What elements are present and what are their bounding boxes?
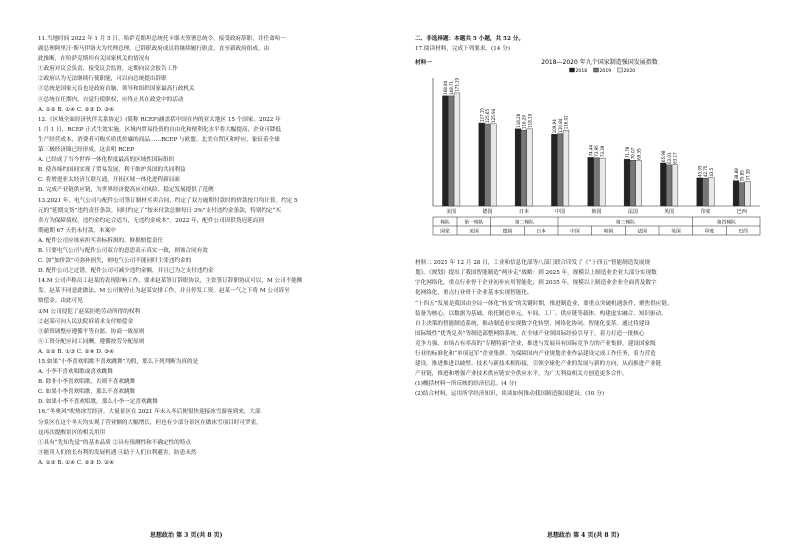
tier-country: 巴西	[738, 229, 748, 235]
x-tick-label: 美国	[446, 209, 457, 216]
bar-韩国-2020	[599, 158, 605, 206]
text-line: A. ①② B. ①④ C. ②③ D. ③④	[38, 106, 115, 113]
data-label: 37.39	[745, 169, 751, 181]
text-line: 化网络化，重点行业骨干企业基本实现智能化。	[415, 290, 533, 297]
text-line: 划》。《规划》提出了我国智能制造“两步走”战略：到 2025 年，规模以上制造业企业大部分实现数	[415, 270, 657, 277]
bar-巴西-2019	[739, 183, 745, 206]
data-label: 38.88	[733, 168, 739, 180]
data-label: 63.17	[672, 152, 678, 164]
bar-日本-2018	[515, 129, 521, 206]
data-label: 118.19	[527, 114, 533, 129]
tier-label: 第四梯队	[716, 220, 736, 226]
bar-英国-2018	[660, 163, 666, 206]
legend-swatch-2019	[594, 68, 599, 72]
text-line: 自主决策的智能制造系统，推动制造业实现数字化转型、网络化协同、智能化变革。通过将建设	[415, 320, 650, 327]
bar-印度-2019	[703, 178, 709, 206]
x-tick-label: 巴西	[736, 209, 747, 216]
tier-header-label: 梯队	[440, 220, 450, 226]
text-line: 材料二 2021 年 12 月 28 日，工业和信息化部等八部门联合印发了《“十四五”智能制造发展规	[415, 260, 651, 267]
x-tick-label: 日本	[518, 209, 529, 216]
tier-label: 第三梯队	[615, 220, 635, 226]
text-line: A. ①② B. ①③ C. ②④ D. ③④	[38, 348, 115, 355]
text-line: C. 将增进亚太经济互联互通，开拓区域一体化进程新局面	[38, 177, 180, 184]
legend-label: 2018	[575, 69, 588, 75]
legend-swatch-2020	[618, 68, 623, 72]
x-tick-label: 德国	[482, 209, 493, 216]
bar-美国-2018	[442, 96, 448, 206]
text-line: (1)概括材料一所反映的经济信息。(4 分)	[415, 381, 517, 388]
bar-中国-2019	[557, 134, 563, 206]
text-line: 期逾期 67 天仍未付款。本案中	[38, 227, 116, 234]
data-label: 73.95	[594, 145, 600, 157]
right-page	[397, 0, 794, 547]
bar-巴西-2018	[733, 181, 739, 206]
text-line: (2)结合材料，运用所学经济知识，谈谈如何推动我国制造强国建设。(10 分)	[415, 391, 604, 398]
text-line: 生产经营成本，消费者可购买质优价廉的商品……RCEP 与欧盟、北美自贸区和呼应，象征着全球	[38, 136, 280, 143]
text-line: ②政府认为无法继续行使职能，可以向总统提出辞职	[38, 76, 167, 83]
text-line: B. 除非小李喜欢唱歌，否则不喜欢跳舞	[38, 379, 136, 386]
bar-印度-2018	[697, 178, 703, 206]
text-line: ①具有“先知先觉”的基本品质 ②具有预测性和不确定性的特点	[38, 439, 191, 446]
x-tick-label: 印度	[700, 209, 711, 216]
text-line: 12.《区域全面经济伙伴关系协定》(简称 RCEP)涵盖括中国在内的亚太地区 15 个国家。2022 年	[38, 116, 281, 123]
right-page-footer: 思想政治 第 4 页(共 8 页)	[547, 532, 620, 539]
tier-country: 英国	[671, 229, 681, 235]
bar-法国-2019	[630, 160, 636, 206]
text-line: ③薪资调整应遵循平等自愿、协商一致原则	[38, 328, 145, 335]
x-tick-label: 中国	[555, 209, 566, 216]
bar-中国-2018	[551, 134, 557, 206]
data-label: 63.03	[666, 152, 672, 165]
data-label: 173.19	[454, 78, 460, 93]
bar-英国-2020	[672, 165, 678, 206]
tier-row-label: 国家	[440, 229, 450, 235]
bar-德国-2019	[485, 124, 491, 206]
text-line: 卖方为保障债权，违约金约定合适当，无违约金成本”。2022 年，配件公司因供货迟延而到	[38, 217, 264, 224]
data-label: 127.15	[479, 108, 485, 123]
text-line: 16.“冬奥风”吹热冰雪经济。大量景区在 2021 年末入冬后便很快迎接冰雪游客到来，大部	[38, 409, 261, 416]
text-line: 此推断，在哈萨克斯坦有关国家机关的情况有	[38, 56, 150, 63]
text-line: 15.如果“小李喜欢唱歌不喜欢跳舞”为假，那么下列判断为真的是	[38, 359, 199, 365]
material-two-text	[415, 258, 764, 399]
material-one	[415, 56, 764, 256]
text-line: 1 月 1 日，RCEP 正式生效实施。区域内贸易投资的自由化和便利化水平将大幅提高，企业可降低	[38, 126, 282, 133]
legend-label: 2020	[623, 69, 636, 75]
section-title: 二、非选择题：本题共 5 小题，共 52 分。	[415, 36, 524, 42]
text-line: 产业链，推进和增强产业技术供应链安全供应水平，为广大利益相关方创造更多合作。	[415, 371, 628, 378]
manufacturing-index-chart	[415, 56, 764, 252]
tier-country: 德国	[502, 229, 513, 235]
data-label: 125.94	[491, 108, 497, 123]
legend-label: 2019	[599, 69, 612, 75]
legend-swatch-2018	[570, 68, 575, 72]
data-label: 116.02	[563, 115, 569, 130]
x-tick-label: 法国	[627, 209, 638, 216]
chart-title: 2018—2020 年九个国家制造强国发展指数	[541, 59, 658, 67]
text-line: A. ①③ B. ①④ C. ②③ D. ②④	[38, 459, 115, 466]
text-line: 11.当地时间 2022 年 1 月 5 日，哈萨克斯坦总统托卡耶夫签署总统令，接受政府辞职，并任命哈一	[38, 36, 286, 42]
text-line: 14.M 公司声称员工赵某的表现影响工作，要求赵某签订辞职协议，主张签订辞职协议可以，M 公司不能额	[38, 278, 303, 285]
text-line: D. 完成产业链供应链，为世界经济提高应对风险、稳定发展提供了范例	[38, 187, 214, 194]
tier-country: 美国	[469, 229, 479, 235]
text-line: 国际级性“优秀兑卖”等制造部整网络系统。在全球产业领国际经验引导于，着力打造一批核心	[415, 330, 645, 337]
bar-巴西-2020	[745, 182, 751, 206]
bar-日本-2019	[521, 130, 527, 206]
text-line: 装备为核心，以数据为基础，依托制造单元、车间、工厂、供应链等载体，构建虚实融合、知识驱动、	[415, 310, 667, 317]
data-label: 69.35	[636, 148, 642, 160]
bar-中国-2020	[563, 130, 569, 206]
data-label: 43.5	[709, 167, 715, 177]
left-page-text	[38, 34, 387, 468]
text-line: ③总统是国家元首也是政府首脑，领导和组织国家最高行政机关	[38, 86, 195, 93]
text-line: ④总统在任期内，自觉行使职权，应终止其在政党中的活动	[38, 96, 184, 103]
data-label: 118.28	[515, 113, 521, 128]
text-line: A. 配件公司应该承担买卖标拆损的、修损赔偿责任	[38, 237, 164, 244]
data-label: 125.65	[485, 109, 491, 124]
tier-label: 第二梯队	[514, 220, 534, 226]
bar-韩国-2019	[594, 158, 600, 206]
data-label: 35.85	[739, 170, 745, 182]
text-line: 发。赵某不同意此做法，M 公司便停止为赵某安排工作，并且停发工资。赵某一气之下将 M 公司诉至	[38, 288, 290, 295]
x-tick-label: 英国	[664, 209, 675, 216]
text-line: ①M 公司侵犯了赵某拒绝劳动所得的权利	[38, 308, 141, 315]
material-one-label: 材料一	[415, 60, 432, 67]
data-label: 65.98	[661, 150, 667, 163]
tier-country: 中国	[570, 229, 580, 235]
text-line: 这再次提醒景区的相关用用	[38, 429, 106, 436]
text-line: D. 配件公司之过错，配件公司可减少违约金额，并且已为之支付违约金	[38, 268, 214, 275]
data-label: 168.71	[448, 81, 454, 96]
text-line: 竞争力强、市场占有率高的“专精特新”企业，推进与发展具有国际竞争力的产业集群，建设国家级	[415, 340, 656, 347]
text-line: ③能用人们的长有利的发展机遇 ④助于人们自利避害，防患未然	[38, 449, 197, 456]
bar-日本-2020	[527, 129, 533, 206]
bar-法国-2018	[624, 159, 630, 206]
text-line: A. 已经成了当今世界一体化程度最高的区域性国际组织	[38, 157, 175, 164]
bar-韩国-2018	[588, 158, 594, 207]
text-line: “十四五”发展是我国由全局一体化“转变”的关键时期，推进制造业，要重点突破机遇条件，聚焦供应链、	[415, 300, 673, 307]
left-page-footer: 思想政治 第 3 页(共 8 页)	[150, 532, 223, 539]
text-line: D. 如果小李不喜欢唱歌，那么小李一定喜欢跳舞	[38, 399, 158, 406]
text-line: 行业的标准化和“单项冠军”企业集群。为保障国内产业规划企业作品建设完成工作任务，着力营造	[415, 351, 656, 358]
text-line: B. 使各缔约国间实现了贸易发展，利于维护各国的共同利益	[38, 167, 186, 174]
text-line: 元的“延期交货”违约责任条款。同时约定了“按未付款总额每日 3%”支付违约金条款，特别约定“买	[38, 207, 282, 214]
data-label: 70.07	[630, 148, 636, 160]
text-line: 赔偿金。由此可见	[38, 298, 83, 305]
text-line: C. 如果小李喜欢唱歌，那么不喜欢跳舞	[38, 389, 136, 396]
x-tick-label: 韩国	[591, 209, 602, 216]
data-label: 43.05	[697, 165, 703, 178]
tier-country: 印度	[704, 229, 715, 235]
data-label: 74.44	[588, 145, 594, 157]
tier-country: 法国	[637, 229, 647, 235]
bar-印度-2020	[708, 178, 714, 206]
text-line: A. 小李不喜欢唱歌或喜欢跳舞	[38, 369, 113, 376]
bar-美国-2020	[454, 93, 460, 206]
tier-country: 韩国	[603, 229, 614, 235]
tier-label: 第一梯队	[464, 220, 484, 226]
text-line: 第三极经济圈已经形成。这表明 RCEP	[38, 147, 135, 154]
text-line: 13.2021 年，电气公司与配件公司签订制材买卖合同，约定了双方逾期付款时的价款按月均计算。约定 5	[38, 197, 298, 204]
text-line: 副总理阿里汗·斯马伊洛夫为代理总理。已辞职政府成员将继续履行职责，直至新政府组成。由	[38, 46, 270, 53]
data-label: 73.39	[600, 145, 606, 158]
data-label: 110.84	[557, 118, 563, 133]
data-label: 42.75	[703, 165, 709, 178]
bar-英国-2019	[666, 165, 672, 206]
question-17-stem: 17.阅读材料，完成下列要求。(14 分)	[415, 46, 510, 53]
text-line: ②赵某可向人民法院诉请求支付赔偿金	[38, 318, 134, 325]
text-line: ④工资分配应同工同酬，遵循按劳分配原则	[38, 338, 145, 345]
bar-德国-2018	[479, 123, 485, 206]
text-line: 建设，推进推进以破壁、技术与新技术相衔接，引领全球化产业的发展与新的方向，从而推进产业链	[415, 361, 662, 368]
text-line: B. 只要电气公司与配件公司双方的意思表示真实一致，则该合同有效	[38, 247, 208, 254]
text-line: ①政府对议会负责，接受议会监督，定期向议会报告工作	[38, 66, 178, 73]
text-line: 字化网络化，重点行业骨干企业初步应用智能化；到 2035 年，规模以上制造业企业全面普及数字	[415, 280, 657, 287]
text-line: C. 加“加价款”可弥补损失，则电气公司不能同时主张违约金的	[38, 258, 192, 265]
bar-法国-2020	[636, 161, 642, 206]
tier-country: 日本	[536, 229, 546, 235]
bar-美国-2019	[448, 96, 454, 206]
data-label: 109.94	[552, 119, 558, 134]
text-line: 分景区在这个冬天均实现了营业额的大幅增长，但也有少部分景区在做冰雪项目时可罗雀。	[38, 419, 262, 426]
data-label: 116.29	[521, 115, 527, 130]
data-label: 168.84	[443, 80, 449, 95]
bar-德国-2020	[490, 124, 496, 206]
data-label: 71.78	[624, 146, 630, 159]
